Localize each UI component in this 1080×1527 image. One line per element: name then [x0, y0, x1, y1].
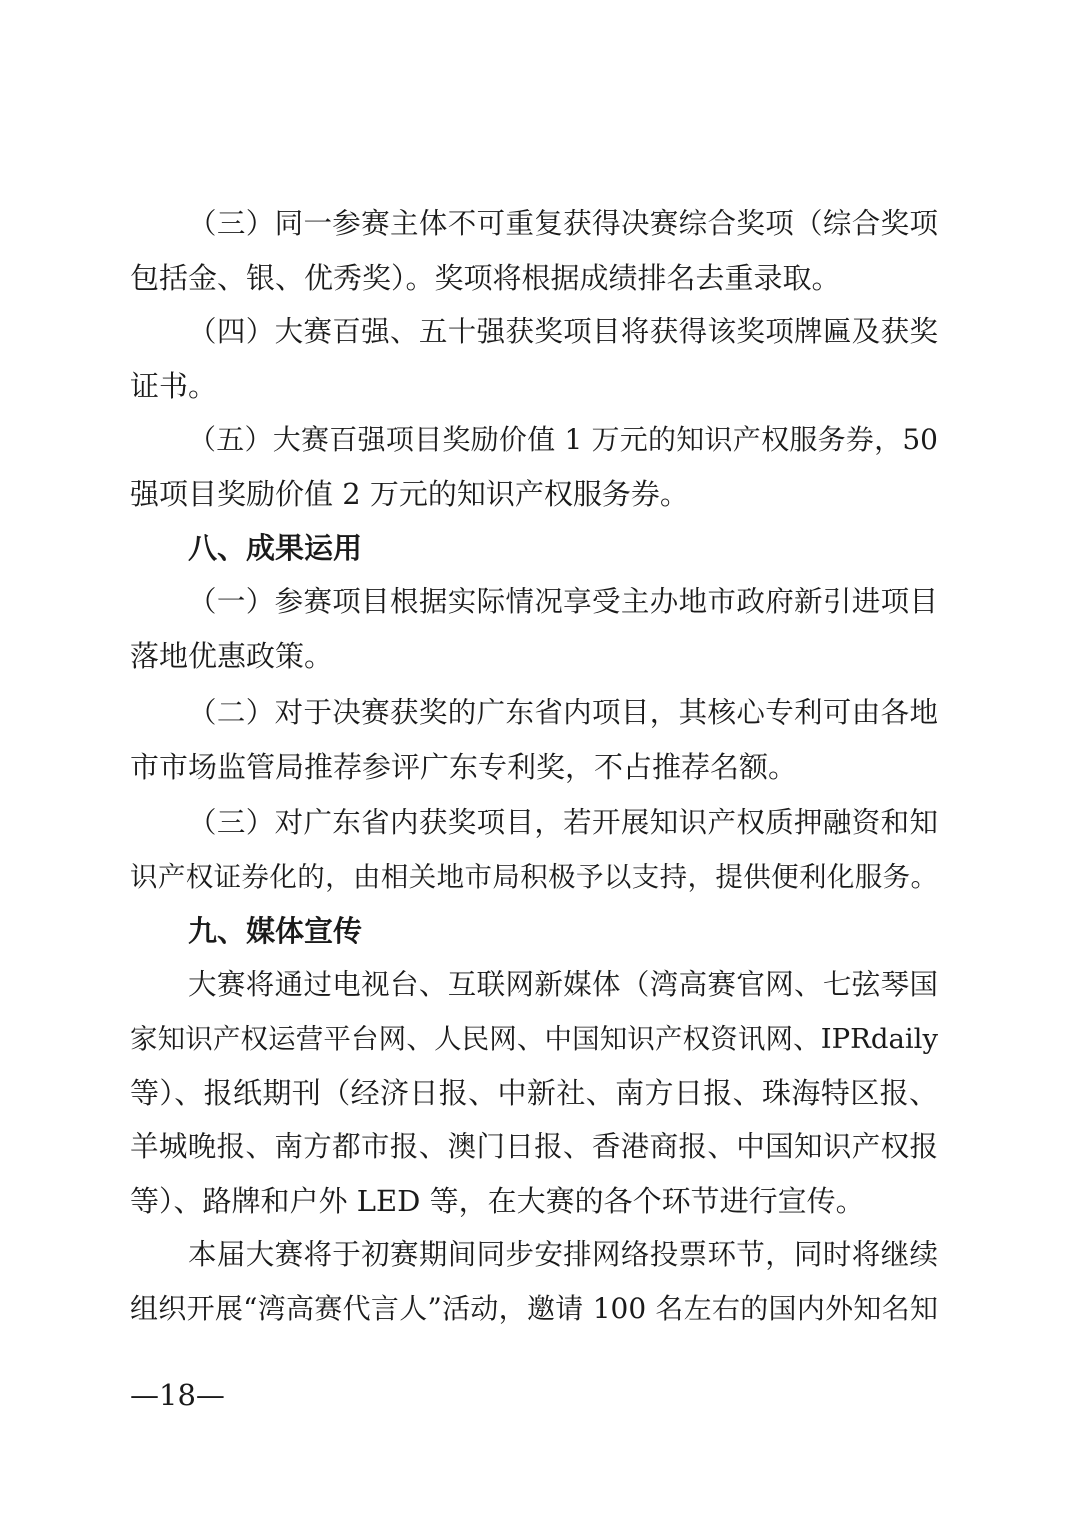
paragraph-line: 包括金、银、优秀奖）。奖项将根据成绩排名去重录取。 [130, 261, 841, 295]
paragraph-line: 等）、路牌和户外 LED 等，在大赛的各个环节进行宣传。 [130, 1184, 865, 1218]
section-heading: 八、成果运用 [188, 531, 363, 565]
paragraph-line: 本届大赛将于初赛期间同步安排网络投票环节，同时将继续 [188, 1238, 938, 1271]
paragraph-line: 羊城晚报、南方都市报、澳门日报、香港商报、中国知识产权报 [130, 1130, 938, 1163]
paragraph-line: （一）参赛项目根据实际情况享受主办地市政府新引进项目 [188, 585, 938, 618]
paragraph-line: 识产权证券化的，由相关地市局积极予以支持，提供便利化服务。 [130, 861, 938, 893]
paragraph-line: （五）大赛百强项目奖励价值 1 万元的知识产权服务券，50 [188, 423, 938, 456]
paragraph-line: 组织开展“湾高赛代言人”活动，邀请 100 名左右的国内外知名知 [130, 1292, 938, 1325]
paragraph-line: 落地优惠政策。 [130, 639, 334, 673]
paragraph-line: 强项目奖励价值 2 万元的知识产权服务券。 [130, 477, 689, 511]
section-heading: 九、媒体宣传 [188, 914, 363, 948]
paragraph-line: （二）对于决赛获奖的广东省内项目，其核心专利可由各地 [188, 696, 938, 729]
paragraph-line: 大赛将通过电视台、互联网新媒体（湾高赛官网、七弦琴国 [188, 968, 938, 1001]
paragraph-line: （四）大赛百强、五十强获奖项目将获得该奖项牌匾及获奖 [188, 315, 938, 348]
paragraph-line: （三）对广东省内获奖项目，若开展知识产权质押融资和知 [188, 806, 938, 839]
paragraph-line: （三）同一参赛主体不可重复获得决赛综合奖项（综合奖项 [188, 207, 938, 240]
paragraph-line: 家知识产权运营平台网、人民网、中国知识产权资讯网、IPRdaily [130, 1023, 938, 1055]
page-number: —18— [130, 1378, 225, 1412]
paragraph-line: 等）、报纸期刊（经济日报、中新社、南方日报、珠海特区报、 [130, 1076, 938, 1110]
paragraph-line: 证书。 [130, 369, 218, 403]
paragraph-line: 市市场监管局推荐参评广东专利奖，不占推荐名额。 [130, 750, 798, 784]
